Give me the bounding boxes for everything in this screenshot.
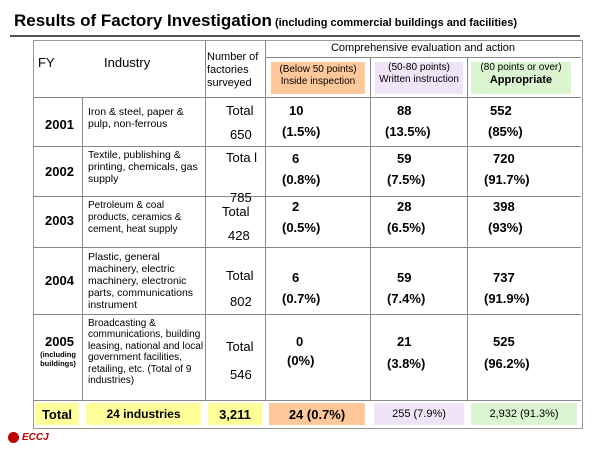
row-divider [33,196,581,197]
fy-cell: 2005 [45,334,74,349]
mid-count: 88 [397,103,412,118]
fy-cell: 2003 [45,213,74,228]
below-percent: (0%) [287,353,315,368]
below-percent: (1.5%) [282,124,321,139]
row-divider [33,247,581,248]
header-comprehensive: Comprehensive evaluation and action [330,42,516,54]
industry-cell: Broadcasting & communications, building leasing, national and local government facilities, retailing, etc. (Total of 9 industries) [88,318,204,387]
header-fy: FY [38,55,55,70]
below-percent: (0.8%) [282,172,321,187]
row-divider [33,146,581,147]
mid-count: 59 [397,151,412,166]
total-value: 785 [230,190,252,205]
row-divider [33,400,581,401]
industry-cell: Textile, publishing & printing, chemicals, gas supply [88,149,198,185]
totals-over-80: 2,932 (91.3%) [471,403,577,425]
below-count: 10 [289,103,304,118]
below-percent: (0.5%) [282,220,321,235]
below-percent: (0.7%) [282,291,321,306]
header-industry: Industry [104,55,151,70]
total-label: Total [226,339,254,354]
over-percent: (96.2%) [484,356,530,371]
col-divider [265,40,266,400]
over-count: 398 [493,199,515,214]
col-divider [82,97,83,400]
over-percent: (93%) [488,220,523,235]
over-percent: (85%) [488,124,523,139]
over-count: 525 [493,334,515,349]
mid-percent: (3.8%) [387,356,426,371]
header-50-80: (50-80 points) Written instruction [375,62,463,94]
total-label: Total [222,204,250,219]
eccj-logo-icon [8,432,19,443]
page-title: Results of Factory Investigation (including commercial buildings and facilities) [14,11,517,30]
over-percent: (91.7%) [484,172,530,187]
mid-percent: (7.5%) [387,172,426,187]
below-count: 6 [292,151,300,166]
industry-cell: Plastic, general machinery, electric machinery, electronic parts, communications instrument [88,251,194,311]
totals-factories: 3,211 [208,403,262,425]
mid-percent: (7.4%) [387,291,426,306]
total-label: Total [226,103,254,118]
mid-percent: (13.5%) [385,124,431,139]
fy-cell: 2002 [45,164,74,179]
over-count: 737 [493,270,515,285]
total-label: Total [226,268,254,283]
mid-count: 59 [397,270,412,285]
below-count: 0 [296,334,304,349]
row-divider [33,97,581,98]
header-factories: Number of factories surveyed [207,51,259,89]
fy-cell: 2001 [45,117,74,132]
over-percent: (91.9%) [484,291,530,306]
below-count: 2 [292,199,300,214]
row-divider [33,314,581,315]
total-value: 650 [230,127,252,142]
over-count: 720 [493,151,515,166]
totals-below-50: 24 (0.7%) [269,403,365,425]
industry-cell: Iron & steel, paper & pulp, non-ferrous [88,106,184,130]
total-label: Tota l [226,150,258,165]
fy-note: (including buildings) [40,350,76,368]
fy-cell: 2004 [45,273,74,288]
mid-count: 21 [397,334,412,349]
col-divider [370,57,371,400]
mid-percent: (6.5%) [387,220,426,235]
industry-cell: Petroleum & coal products, ceramics & cement, heat supply [88,200,182,235]
totals-label: Total [35,403,79,425]
header-below-50: (Below 50 points) Inside inspection [271,62,365,94]
totals-industries: 24 industries [86,403,201,425]
eccj-logo: ECCJ [8,432,49,443]
title-underline [10,35,580,37]
total-value: 546 [230,367,252,382]
total-value: 428 [228,228,250,243]
col-divider [467,57,468,400]
mid-count: 28 [397,199,412,214]
header-divider [265,57,581,58]
header-over-80: (80 points or over) Appropriate [471,62,571,94]
over-count: 552 [490,103,512,118]
totals-50-80: 255 (7.9%) [374,403,464,425]
total-value: 802 [230,294,252,309]
below-count: 6 [292,270,300,285]
